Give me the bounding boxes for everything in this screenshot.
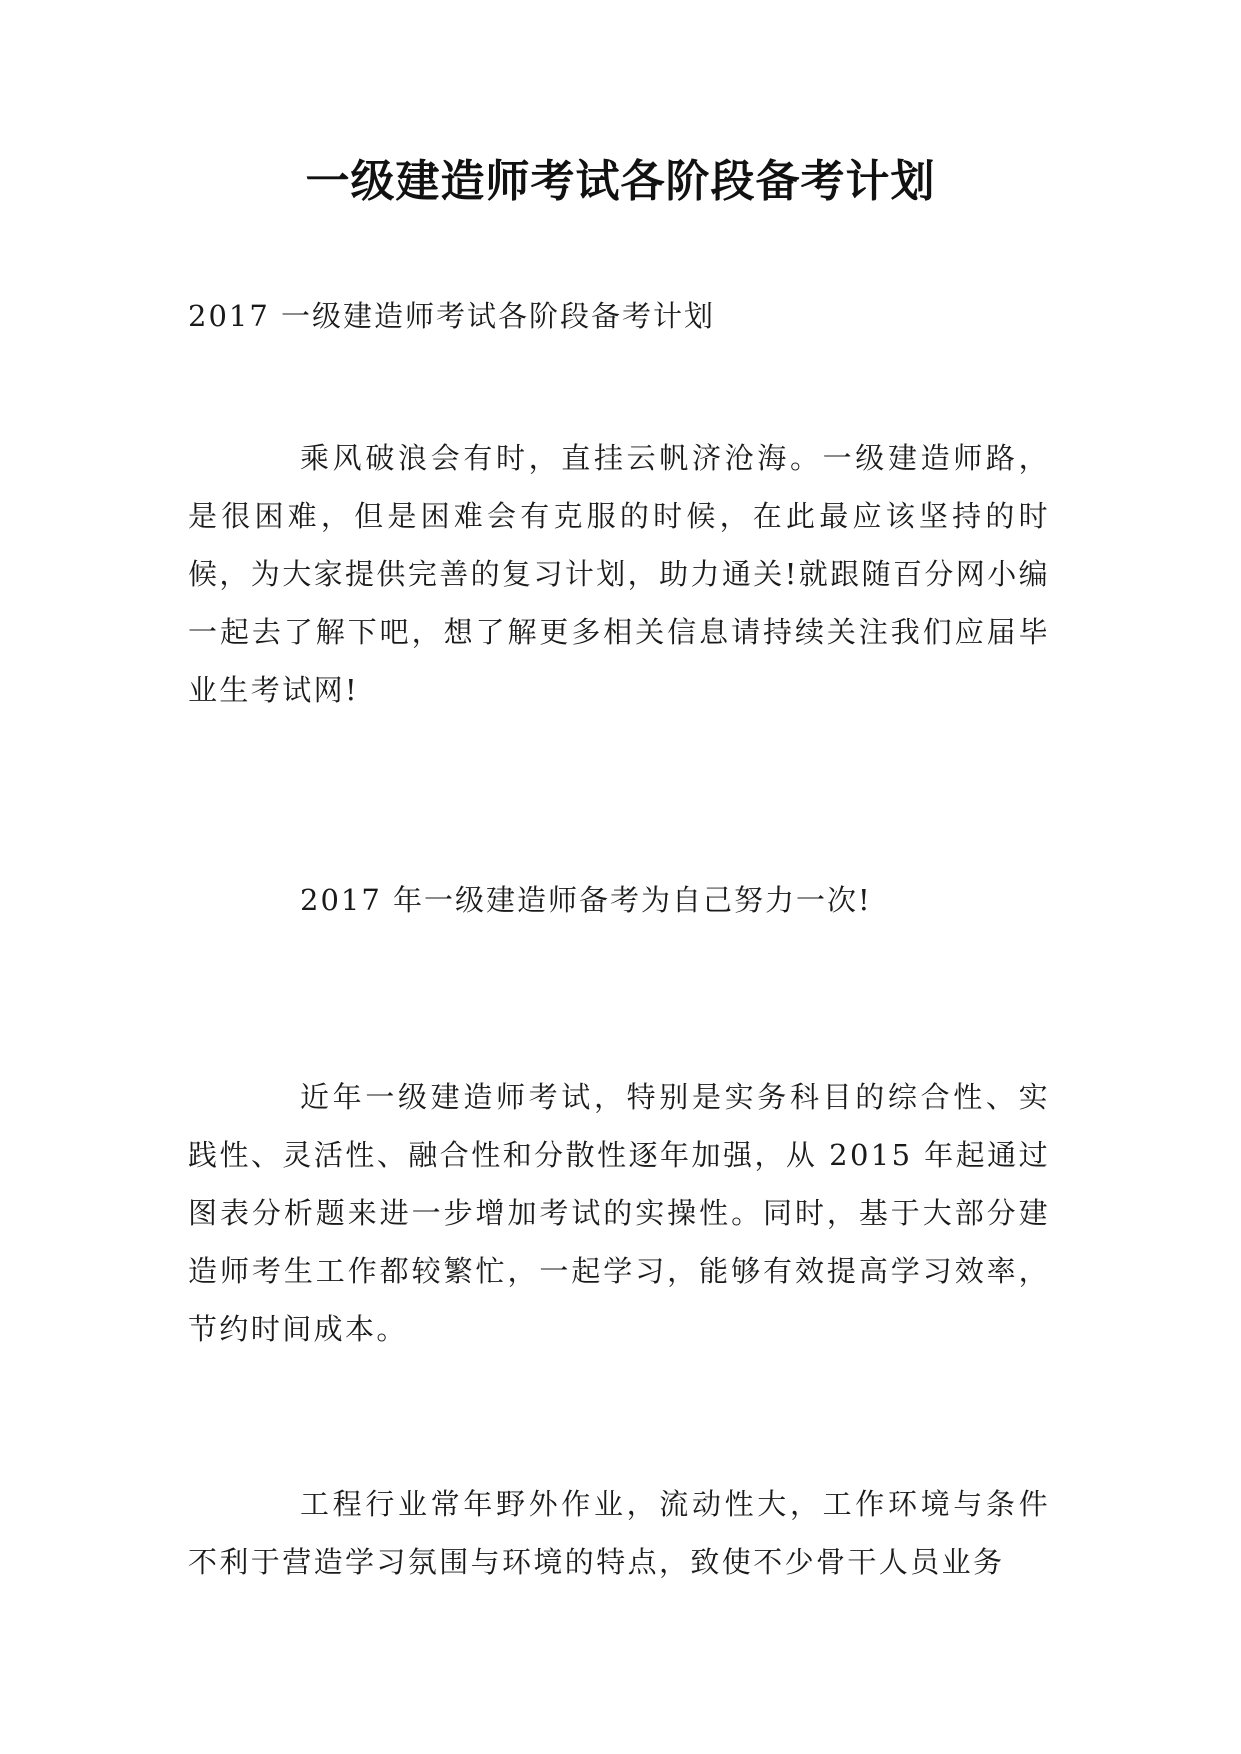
body-paragraph: 近年一级建造师考试，特别是实务科目的综合性、实践性、灵活性、融合性和分散性逐年加强，从 2015 年起通过图表分析题来进一步增加考试的实操性。同时，基于大部分建造师考生工作都较繁忙，一起学习，能够有效提高学习效率，节约时间成本。	[188, 1080, 1050, 1346]
document-subtitle: 2017 一级建造师考试各阶段备考计划	[188, 299, 716, 333]
document-title: 一级建造师考试各阶段备考计划	[305, 156, 936, 207]
body-paragraph: 工程行业常年野外作业，流动性大，工作环境与条件不利于营造学习氛围与环境的特点，致使不少骨干人员业务	[188, 1487, 1050, 1579]
section-heading: 2017 年一级建造师备考为自己努力一次!	[300, 883, 872, 917]
intro-paragraph: 乘风破浪会有时，直挂云帆济沧海。一级建造师路，是很困难，但是困难会有克服的时候，在此最应该坚持的时候，为大家提供完善的复习计划，助力通关!就跟随百分网小编一起去了解下吧，想了解更多相关信息请持续关注我们应届毕业生考试网!	[188, 441, 1050, 707]
